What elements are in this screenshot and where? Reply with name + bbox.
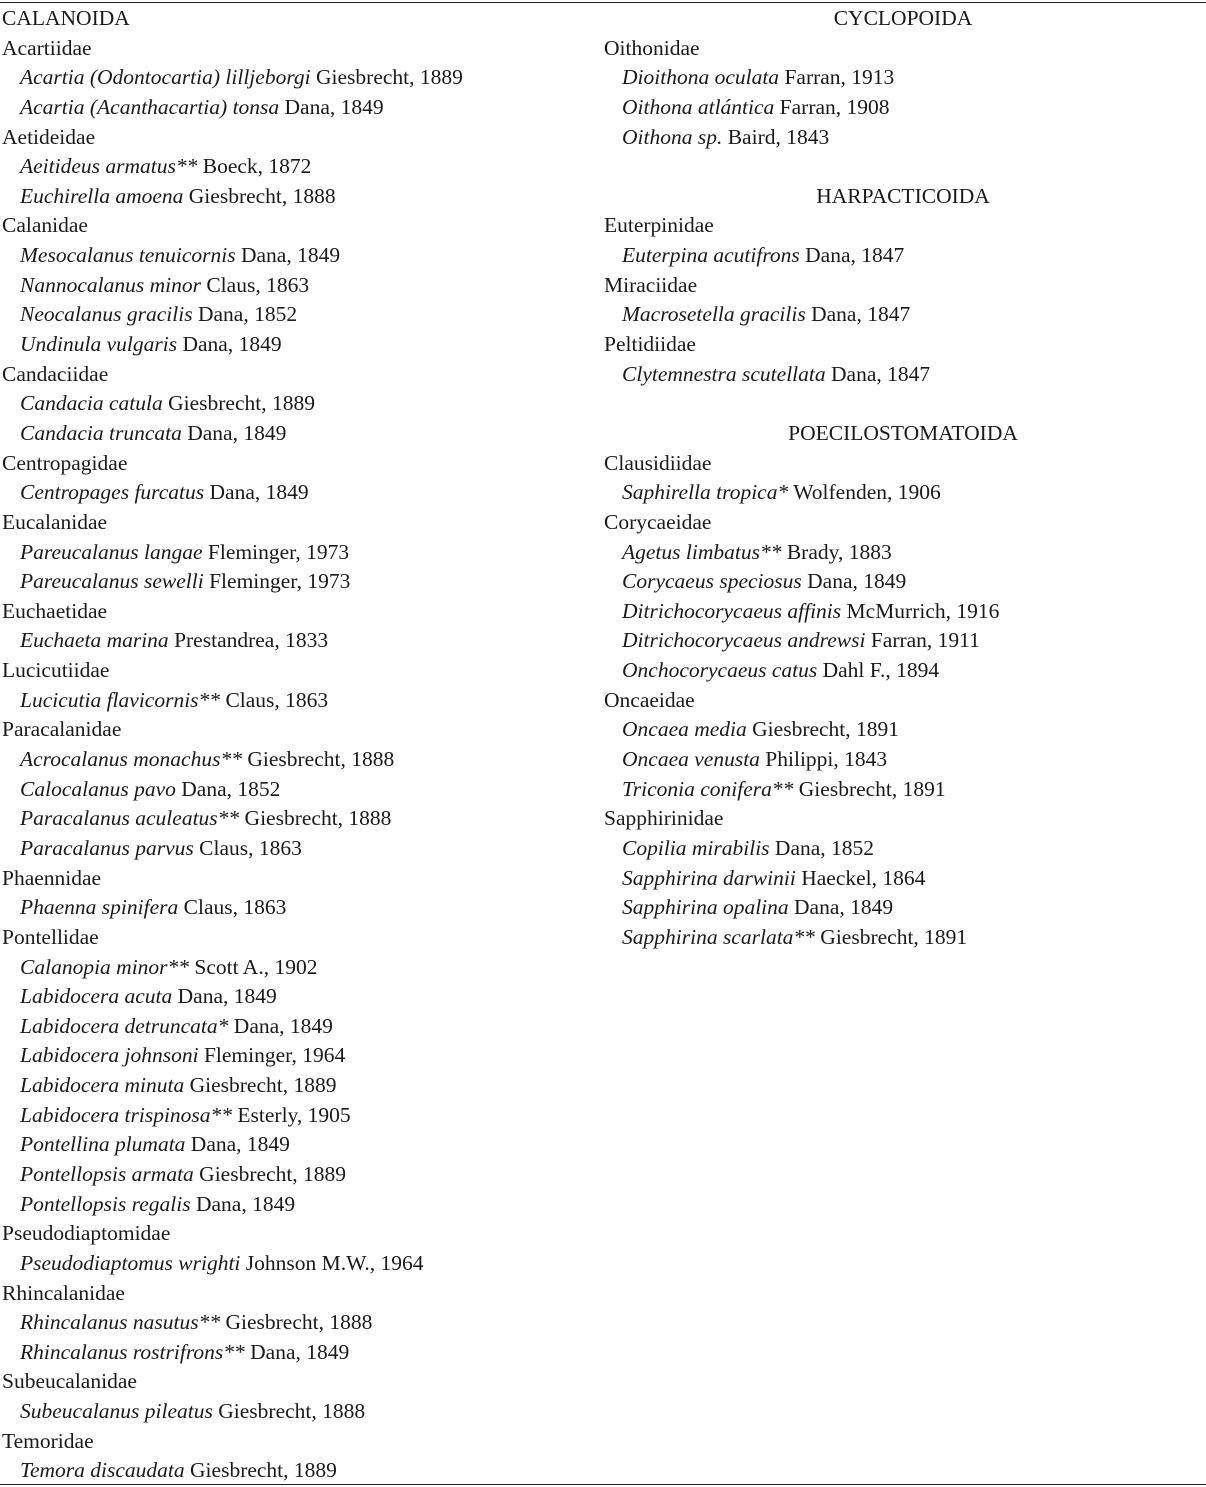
species-row bbox=[2, 982, 592, 1012]
scientific-name: Temora discaudata bbox=[20, 1458, 185, 1483]
species-authority: Claus, 1863 bbox=[183, 895, 287, 920]
species-authority: Dana, 1849 bbox=[209, 480, 309, 505]
scientific-name: Saphirella tropica* bbox=[622, 480, 789, 505]
family-heading: Pseudodiaptomidae bbox=[2, 1221, 171, 1246]
scientific-name: Triconia conifera** bbox=[622, 776, 794, 801]
species-authority: Fleminger, 1973 bbox=[207, 539, 350, 564]
species-authority: Baird, 1843 bbox=[727, 124, 830, 149]
species-row bbox=[2, 538, 592, 568]
species-authority: Giesbrecht, 1889 bbox=[189, 1073, 337, 1098]
species-authority: Giesbrecht, 1888 bbox=[218, 1399, 366, 1424]
scientific-name: Corycaeus speciosus bbox=[622, 569, 802, 594]
scientific-name: Paracalanus parvus bbox=[20, 835, 194, 860]
species-authority: Dana, 1852 bbox=[181, 776, 281, 801]
scientific-name: Pontellopsis armata bbox=[20, 1161, 194, 1186]
scientific-name: Subeucalanus pileatus bbox=[20, 1399, 213, 1424]
family-heading: Miraciidae bbox=[604, 272, 698, 297]
species-authority: Dahl F., 1894 bbox=[822, 658, 940, 683]
species-authority: Farran, 1908 bbox=[779, 94, 890, 119]
right-column bbox=[604, 4, 1204, 953]
species-authority: Dana, 1849 bbox=[807, 569, 907, 594]
species-row bbox=[2, 1160, 592, 1190]
scientific-name: Paracalanus aculeatus** bbox=[20, 806, 240, 831]
species-authority: Giesbrecht, 1889 bbox=[190, 1458, 337, 1483]
scientific-name: Acartia (Acanthacartia) tonsa bbox=[20, 94, 280, 119]
scientific-name: Labidocera minuta bbox=[20, 1073, 185, 1098]
species-row bbox=[604, 93, 1204, 123]
scientific-name: Oncaea media bbox=[622, 717, 747, 742]
species-row bbox=[2, 745, 592, 775]
scientific-name: Acartia (Odontocartia) lilljeborgi bbox=[20, 65, 311, 90]
species-authority: Prestandrea, 1833 bbox=[174, 628, 329, 653]
species-authority: Dana, 1849 bbox=[195, 1191, 296, 1216]
family-heading: Rhincalanidae bbox=[2, 1280, 125, 1305]
scientific-name: Ditrichocorycaeus andrewsi bbox=[622, 628, 866, 653]
scientific-name: Labidocera acuta bbox=[20, 984, 173, 1009]
species-row bbox=[2, 626, 592, 656]
family-heading: Phaennidae bbox=[2, 865, 102, 890]
scientific-name: Oithona sp. bbox=[622, 124, 723, 149]
species-authority: Dana, 1847 bbox=[805, 243, 905, 268]
species-row bbox=[2, 686, 592, 716]
scientific-name: Oncaea venusta bbox=[622, 747, 760, 772]
species-authority: Giesbrecht, 1889 bbox=[316, 65, 463, 90]
species-row bbox=[604, 63, 1204, 93]
scientific-name: Centropages furcatus bbox=[20, 480, 205, 505]
species-row bbox=[604, 597, 1204, 627]
scientific-name: Pontellopsis regalis bbox=[20, 1191, 191, 1216]
scientific-name: Ditrichocorycaeus affinis bbox=[622, 598, 842, 623]
species-authority: Philippi, 1843 bbox=[765, 747, 888, 772]
species-row bbox=[2, 1338, 592, 1368]
species-row bbox=[604, 626, 1204, 656]
family-heading: Pontellidae bbox=[2, 924, 99, 949]
scientific-name: Euterpina acutifrons bbox=[622, 243, 800, 268]
species-authority: Johnson M.W., 1964 bbox=[245, 1250, 424, 1275]
scientific-name: Onchocorycaeus catus bbox=[622, 658, 818, 683]
order-heading: CYCLOPOIDA bbox=[833, 6, 973, 30]
species-authority: Haeckel, 1864 bbox=[801, 865, 926, 890]
scientific-name: Sapphirina scarlata** bbox=[622, 924, 815, 949]
family-heading: Acartiidae bbox=[2, 35, 92, 60]
species-authority: Fleminger, 1973 bbox=[209, 569, 351, 594]
species-authority: Esterly, 1905 bbox=[237, 1102, 351, 1127]
species-authority: Claus, 1863 bbox=[206, 272, 310, 297]
scientific-name: Rhincalanus rostrifrons** bbox=[20, 1339, 245, 1364]
species-row bbox=[2, 1249, 592, 1279]
species-authority: Dana, 1849 bbox=[794, 895, 894, 920]
species-authority: Giesbrecht, 1891 bbox=[752, 717, 900, 742]
species-authority: Brady, 1883 bbox=[786, 539, 892, 564]
species-row bbox=[604, 538, 1204, 568]
species-authority: Dana, 1847 bbox=[811, 302, 911, 327]
species-authority: Dana, 1849 bbox=[250, 1339, 350, 1364]
scientific-name: Pareucalanus langae bbox=[20, 539, 203, 564]
species-authority: Dana, 1849 bbox=[187, 420, 287, 445]
species-authority: Giesbrecht, 1888 bbox=[188, 183, 336, 208]
species-row bbox=[604, 300, 1204, 330]
species-row bbox=[604, 360, 1204, 390]
species-row bbox=[2, 893, 592, 923]
species-row bbox=[2, 478, 592, 508]
scientific-name: Rhincalanus nasutus** bbox=[20, 1310, 221, 1335]
species-row bbox=[604, 656, 1204, 686]
family-heading: Temoridae bbox=[2, 1428, 94, 1453]
species-authority: Dana, 1849 bbox=[284, 94, 384, 119]
species-authority: Fleminger, 1964 bbox=[203, 1043, 346, 1068]
scientific-name: Macrosetella gracilis bbox=[622, 302, 806, 327]
species-row bbox=[2, 389, 592, 419]
species-row bbox=[604, 834, 1204, 864]
species-authority: Giesbrecht, 1889 bbox=[168, 391, 315, 416]
species-authority: Dana, 1849 bbox=[240, 243, 341, 268]
species-row bbox=[2, 419, 592, 449]
species-row bbox=[2, 1012, 592, 1042]
scientific-name: Euchirella amoena bbox=[20, 183, 184, 208]
species-row bbox=[2, 330, 592, 360]
scientific-name: Lucicutia flavicornis** bbox=[20, 687, 221, 712]
species-authority: Farran, 1911 bbox=[870, 628, 980, 653]
scientific-name: Dioithona oculata bbox=[622, 65, 780, 90]
family-heading: Oithonidae bbox=[604, 35, 700, 60]
species-authority: Farran, 1913 bbox=[784, 65, 895, 90]
species-row bbox=[2, 953, 592, 983]
scientific-name: Pareucalanus sewelli bbox=[20, 569, 204, 594]
scientific-name: Candacia truncata bbox=[20, 420, 182, 445]
family-heading: Centropagidae bbox=[2, 450, 128, 475]
species-row bbox=[2, 567, 592, 597]
family-heading: Eucalanidae bbox=[2, 509, 108, 534]
scientific-name: Sapphirina opalina bbox=[622, 895, 789, 920]
species-authority: Giesbrecht, 1888 bbox=[225, 1310, 373, 1335]
species-row bbox=[2, 182, 592, 212]
scientific-name: Labidocera trispinosa** bbox=[20, 1102, 233, 1127]
species-row bbox=[604, 775, 1204, 805]
left-column bbox=[2, 4, 592, 1486]
species-row bbox=[2, 1101, 592, 1131]
section-spacer bbox=[604, 389, 1204, 419]
scientific-name: Candacia catula bbox=[20, 391, 163, 416]
scientific-name: Acrocalanus monachus** bbox=[20, 747, 242, 772]
scientific-name: Euchaeta marina bbox=[20, 628, 169, 653]
family-heading: Euterpinidae bbox=[604, 213, 714, 238]
species-row bbox=[2, 775, 592, 805]
family-heading: Sapphirinidae bbox=[604, 806, 724, 831]
scientific-name: Nannocalanus minor bbox=[20, 272, 201, 297]
species-authority: Boeck, 1872 bbox=[202, 154, 312, 179]
species-row bbox=[604, 478, 1204, 508]
species-authority: Dana, 1849 bbox=[182, 332, 282, 357]
scientific-name: Undinula vulgaris bbox=[20, 332, 178, 357]
order-heading: POECILOSTOMATOIDA bbox=[788, 420, 1018, 445]
species-authority: Giesbrecht, 1891 bbox=[798, 776, 946, 801]
species-row bbox=[604, 567, 1204, 597]
species-authority: Dana, 1849 bbox=[190, 1132, 290, 1157]
family-heading: Aetideidae bbox=[2, 124, 96, 149]
species-authority: Giesbrecht, 1891 bbox=[820, 924, 968, 949]
species-authority: Dana, 1849 bbox=[233, 1013, 333, 1038]
scientific-name: Calanopia minor** bbox=[20, 954, 190, 979]
species-authority: Dana, 1852 bbox=[774, 835, 875, 860]
species-authority: Dana, 1849 bbox=[177, 984, 277, 1009]
scientific-name: Phaenna spinifera bbox=[20, 895, 179, 920]
species-authority: Dana, 1852 bbox=[197, 302, 298, 327]
scientific-name: Calocalanus pavo bbox=[20, 776, 176, 801]
family-heading: Corycaeidae bbox=[604, 509, 712, 534]
species-row bbox=[2, 1190, 592, 1220]
scientific-name: Neocalanus gracilis bbox=[20, 302, 193, 327]
family-heading: Peltidiidae bbox=[604, 332, 696, 357]
species-authority: Scott A., 1902 bbox=[194, 954, 318, 979]
scientific-name: Aeitideus armatus** bbox=[20, 154, 198, 179]
family-heading: Paracalanidae bbox=[2, 717, 122, 742]
species-row bbox=[2, 1130, 592, 1160]
species-authority: Dana, 1847 bbox=[831, 361, 931, 386]
family-heading: Lucicutiidae bbox=[2, 658, 110, 683]
species-row bbox=[604, 241, 1204, 271]
species-authority: Claus, 1863 bbox=[225, 687, 329, 712]
species-authority: Giesbrecht, 1889 bbox=[199, 1161, 347, 1186]
species-row bbox=[2, 93, 592, 123]
species-row bbox=[2, 300, 592, 330]
species-row bbox=[604, 745, 1204, 775]
species-row bbox=[604, 715, 1204, 745]
scientific-name: Pseudodiaptomus wrighti bbox=[20, 1250, 241, 1275]
family-heading: Euchaetidae bbox=[2, 598, 108, 623]
scientific-name: Mesocalanus tenuicornis bbox=[20, 243, 236, 268]
scientific-name: Clytemnestra scutellata bbox=[622, 361, 826, 386]
order-heading: HARPACTICOIDA bbox=[816, 183, 990, 208]
scientific-name: Labidocera johnsoni bbox=[20, 1043, 199, 1068]
scientific-name: Sapphirina darwinii bbox=[622, 865, 796, 890]
scientific-name: Oithona atlántica bbox=[622, 94, 775, 119]
species-row bbox=[2, 1308, 592, 1338]
order-heading: CALANOIDA bbox=[2, 6, 130, 30]
scientific-name: Pontellina plumata bbox=[20, 1132, 186, 1157]
species-row bbox=[604, 893, 1204, 923]
species-row bbox=[2, 241, 592, 271]
species-authority: McMurrich, 1916 bbox=[846, 598, 1000, 623]
species-row bbox=[2, 152, 592, 182]
species-row bbox=[604, 864, 1204, 894]
species-row bbox=[2, 1071, 592, 1101]
family-heading: Clausidiidae bbox=[604, 450, 712, 475]
scientific-name: Copilia mirabilis bbox=[622, 835, 770, 860]
species-row bbox=[2, 834, 592, 864]
species-authority: Giesbrecht, 1888 bbox=[244, 806, 392, 831]
species-row bbox=[604, 923, 1204, 953]
family-heading: Candaciidae bbox=[2, 361, 109, 386]
family-heading: Oncaeidae bbox=[604, 687, 695, 712]
family-heading: Subeucalanidae bbox=[2, 1369, 137, 1394]
scientific-name: Agetus limbatus** bbox=[622, 539, 782, 564]
scientific-name: Labidocera detruncata* bbox=[20, 1013, 229, 1038]
table-top-rule bbox=[0, 2, 1206, 3]
species-row bbox=[2, 271, 592, 301]
species-row bbox=[2, 1397, 592, 1427]
species-authority: Claus, 1863 bbox=[199, 835, 302, 860]
species-authority: Wolfenden, 1906 bbox=[793, 480, 941, 505]
species-authority: Giesbrecht, 1888 bbox=[247, 747, 395, 772]
species-row bbox=[2, 1456, 592, 1486]
table-bottom-rule bbox=[0, 1484, 1206, 1485]
family-heading: Calanidae bbox=[2, 213, 88, 238]
species-row bbox=[604, 123, 1204, 153]
species-row bbox=[2, 63, 592, 93]
species-row bbox=[2, 804, 592, 834]
species-row bbox=[2, 1041, 592, 1071]
section-spacer bbox=[604, 152, 1204, 182]
